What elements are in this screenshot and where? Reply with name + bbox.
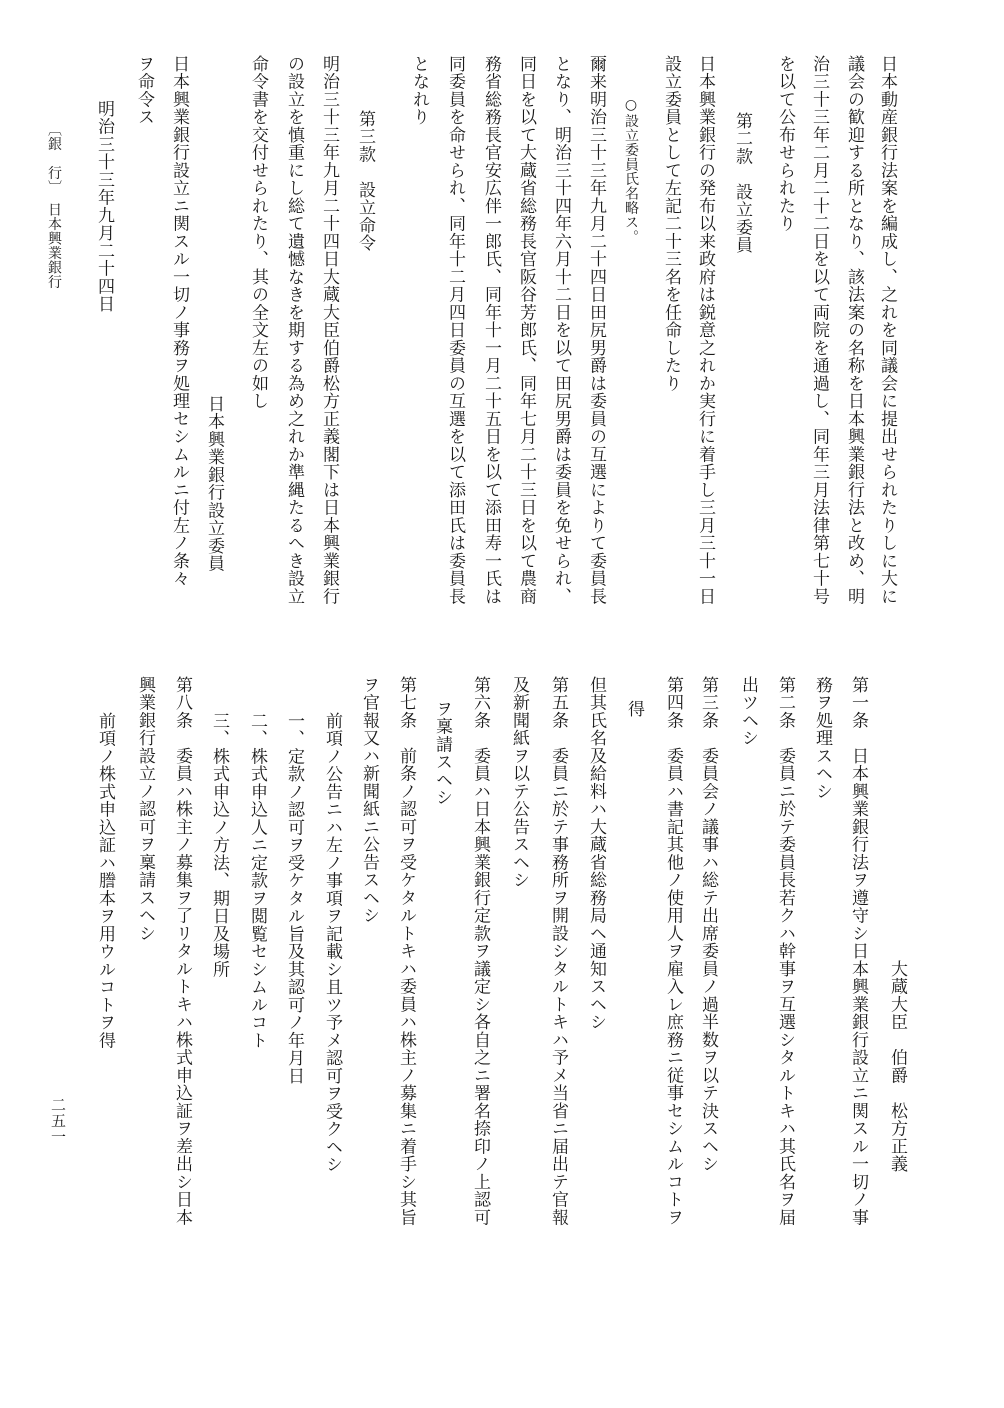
lower-text-line: 第三条 委員会ノ議事ハ総テ出席委員ノ過半数ヲ以テ決スヘシ [698,676,718,1173]
lower-text-line: 得 [624,700,644,718]
upper-text-line: 同日を以て大蔵省総務長官阪谷芳郎氏、同年七月二十三日を以て農商 [516,55,536,606]
editorial-note: ○設立委員氏名略ス。 [623,97,639,244]
lower-text-line: 興業銀行設立ノ認可ヲ稟請スヘシ [135,676,155,943]
upper-text-line: ヲ命令ス [134,55,154,126]
list-item: 二、株式申込人ニ定款ヲ閲覧セシムルコト [247,712,267,1050]
date-line: 明治三十三年九月二十四日 [94,100,114,313]
upper-text-line: 設立委員として左記二十三名を任命したり [661,55,681,393]
list-item: 一、定款ノ認可ヲ受ケタル旨及其認可ノ年月日 [284,712,304,1085]
lower-text-line: 第六条 委員ハ日本興業銀行定款ヲ議定シ各自之ニ署名捺印ノ上認可 [470,676,490,1227]
upper-text-line: 治三十三年二月二十二日を以て両院を通過し、同年三月法律第七十号 [809,55,829,606]
lower-text-line: 第八条 委員ハ株主ノ募集ヲ了リタルトキハ株式申込証ヲ差出シ日本 [172,676,192,1227]
lower-text-line: 前項ノ公告ニハ左ノ事項ヲ記載シ且ツ予メ認可ヲ受クヘシ [322,712,342,1174]
upper-text-line: 明治三十三年九月二十四日大蔵大臣伯爵松方正義閣下は日本興業銀行 [319,55,339,606]
upper-text-line: となれり [409,55,429,126]
lower-text-line: 務ヲ処理スヘシ [812,676,832,801]
section-heading: 第二款 設立委員 [732,112,752,254]
upper-text-line: となり、明治三十四年六月十二日を以て田尻男爵は委員を免せられ、 [551,55,571,606]
lower-text-line: ヲ稟請スヘシ [432,700,452,807]
upper-text-line: を以て公布せられたり [775,55,795,233]
upper-text-line: 日本興業銀行の発布以来政府は鋭意之れか実行に着手し三月三十一日 [695,55,715,606]
lower-text-line: 但其氏名及給料ハ大蔵省総務局ヘ通知スヘシ [586,676,606,1031]
lower-text-line: 第五条 委員ニ於テ事務所ヲ開設シタルトキハ予メ当省ニ届出テ官報 [548,676,568,1227]
lower-text-line: 第二条 委員ニ於テ委員長若クハ幹事ヲ互選シタルトキハ其氏名ヲ届 [775,676,795,1227]
addressee-line: 日本興業銀行設立委員 [204,395,224,573]
running-head: 〔銀 行〕 日本興業銀行 [46,122,62,289]
upper-text-line: 日本興業銀行設立ニ関スル一切ノ事務ヲ処理セシムルニ付左ノ条々 [169,55,189,588]
lower-text-line: 第一条 日本興業銀行法ヲ遵守シ日本興業銀行設立ニ関スル一切ノ事 [848,676,868,1227]
lower-text-line: 出ツヘシ [738,676,758,747]
list-item: 三、株式申込ノ方法、期日及場所 [209,712,229,979]
upper-text-line: 日本動産銀行法案を編成し、之れを同議会に提出せられたりしに大に [877,55,897,606]
section-heading: 第三款 設立命令 [355,110,375,252]
lower-text-line: 前項ノ株式申込証ハ謄本ヲ用ウルコトヲ得 [95,712,115,1050]
upper-text-line: の設立を慎重にし総て遺憾なきを期する為め之れか準縄たるへき設立 [284,55,304,606]
upper-text-line: 同委員を命せられ、同年十二月四日委員の互選を以て添田氏は委員長 [445,55,465,606]
lower-text-line: 及新聞紙ヲ以テ公告スヘシ [509,676,529,889]
upper-text-line: 爾来明治三十三年九月二十四日田尻男爵は委員の互選によりて委員長 [586,55,606,606]
lower-text-line: ヲ官報又ハ新聞紙ニ公告スヘシ [359,676,379,925]
upper-text-line: 議会の歓迎する所となり、該法案の名称を日本興業銀行法と改め、明 [844,55,864,606]
lower-text-line: 第七条 前条ノ認可ヲ受ケタルトキハ委員ハ株主ノ募集ニ着手シ其旨 [396,676,416,1227]
lower-text-line: 第四条 委員ハ書記其他ノ使用人ヲ雇入レ庶務ニ従事セシムルコトヲ [663,676,683,1227]
upper-text-line: 務省総務長官安広伴一郎氏、同年十一月二十五日を以て添田寿一氏は [481,55,501,606]
upper-text-line: 命令書を交付せられたり、其の全文左の如し [248,55,268,410]
page-number: 二五一 [49,1097,67,1145]
signatory-line: 大蔵大臣 伯爵 松方正義 [887,960,907,1173]
